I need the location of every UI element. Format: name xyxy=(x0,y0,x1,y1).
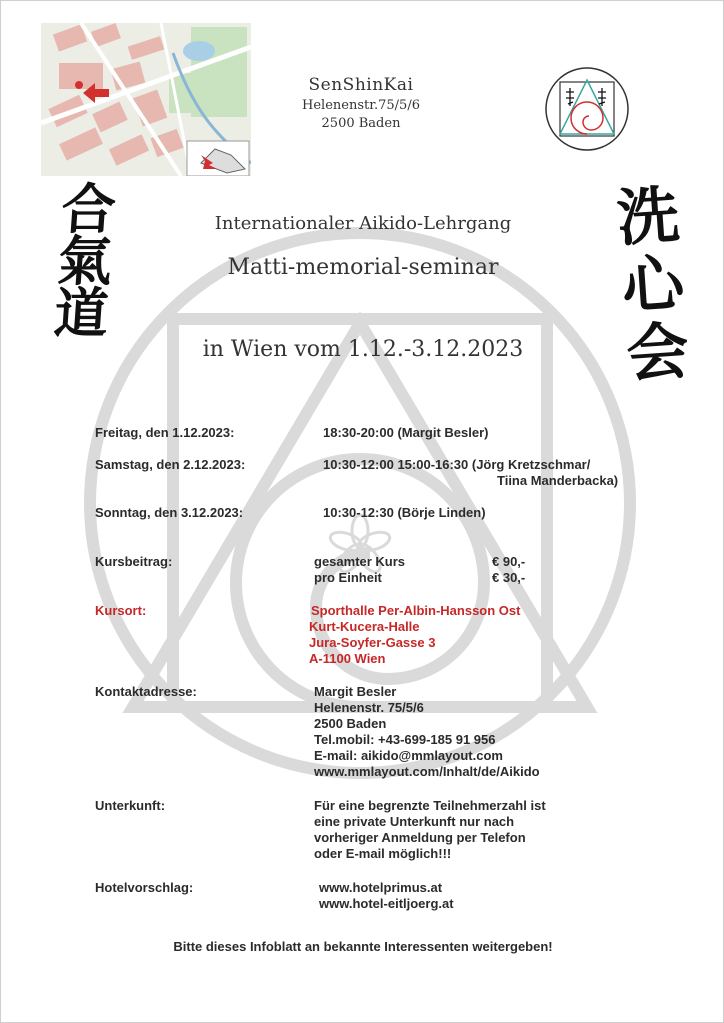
schedule-times-friday: 18:30-20:00 (Margit Besler) xyxy=(323,425,489,440)
schedule-day-sunday: Sonntag, den 3.12.2023: xyxy=(95,505,244,520)
fee-item-name: pro Einheit xyxy=(314,570,382,585)
accommodation-line: Für eine begrenzte Teilnehmerzahl ist xyxy=(314,798,546,813)
venue-label: Kursort: xyxy=(95,603,147,618)
contact-email: E-mail: aikido@mmlayout.com xyxy=(314,748,503,763)
schedule-day-friday: Freitag, den 1.12.2023: xyxy=(95,425,235,440)
schedule-day-saturday: Samstag, den 2.12.2023: xyxy=(95,457,246,472)
venue-line: A-1100 Wien xyxy=(309,651,386,666)
accommodation-line: oder E-mail möglich!!! xyxy=(314,846,452,861)
venue-line: Kurt-Kucera-Halle xyxy=(309,619,420,634)
hotel-link: www.hotelprimus.at xyxy=(319,880,443,895)
calligraphy-senshinkai: 洗 心 会 xyxy=(614,178,692,391)
seminar-title: Matti-memorial-seminar xyxy=(227,255,499,280)
accommodation-line: vorheriger Anmeldung per Telefon xyxy=(314,830,526,845)
address-city: 2500 Baden xyxy=(321,116,401,131)
fee-item-name: gesamter Kurs xyxy=(314,554,406,569)
schedule-times-sunday: 10:30-12:30 (Börje Linden) xyxy=(323,505,486,520)
contact-line: 2500 Baden xyxy=(314,716,387,731)
contact-phone: Tel.mobil: +43-699-185 91 956 xyxy=(314,732,496,747)
senshinkai-logo xyxy=(544,66,630,152)
fee-item-price: € 90,- xyxy=(492,554,526,569)
contact-website: www.mmlayout.com/Inhalt/de/Aikido xyxy=(314,764,540,779)
contact-line: Helenenstr. 75/5/6 xyxy=(314,700,424,715)
venue-line: Sporthalle Per-Albin-Hansson Ost xyxy=(311,603,521,618)
fee-item-price: € 30,- xyxy=(492,570,526,585)
organization-name: SenShinKai xyxy=(308,75,414,95)
map-illustration xyxy=(41,23,251,176)
contact-line: Margit Besler xyxy=(314,684,397,699)
address-street: Helenenstr.75/5/6 xyxy=(302,98,420,113)
venue-line: Jura-Soyfer-Gasse 3 xyxy=(309,635,436,650)
schedule-extra-saturday: Tiina Manderbacka) xyxy=(497,473,619,488)
schedule-times-saturday: 10:30-12:00 15:00-16:30 (Jörg Kretzschmar/ xyxy=(323,457,591,472)
hotel-link: www.hotel-eitljoerg.at xyxy=(319,896,454,911)
fees-label: Kursbeitrag: xyxy=(95,554,173,569)
header-address xyxy=(261,75,461,131)
contact-label: Kontaktadresse: xyxy=(95,684,197,699)
seminar-dates: in Wien vom 1.12.-3.12.2023 xyxy=(202,337,524,362)
seminar-subtitle: Internationaler Aikido-Lehrgang xyxy=(214,213,512,234)
accommodation-line: eine private Unterkunft nur nach xyxy=(314,814,515,829)
footer-note: Bitte dieses Infoblatt an bekannte Interessenten weitergeben! xyxy=(173,939,553,954)
hotels-label: Hotelvorschlag: xyxy=(95,880,194,895)
accommodation-label: Unterkunft: xyxy=(95,798,166,813)
calligraphy-aikido: 合 氣 道 xyxy=(52,177,118,345)
location-map xyxy=(41,23,251,176)
